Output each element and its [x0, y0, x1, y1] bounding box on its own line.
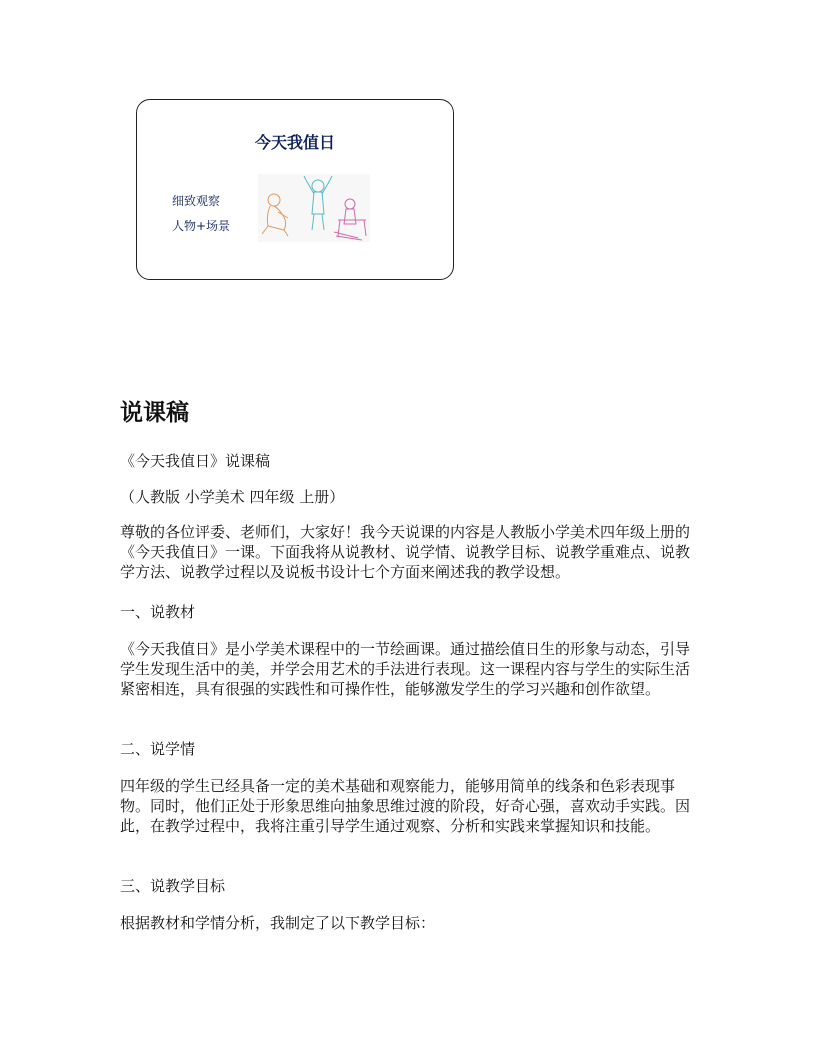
textbook-paragraph: 《今天我值日》是小学美术课程中的一节绘画课。通过描绘值日生的形象与动态，引导学生发现生活中的美，并学会用艺术的手法进行表现。这一课程内容与学生的实际生活紧密相连，具有很强的实践性和可操作性，能够激发学生的学习兴趣和创作欲望。 [120, 640, 691, 698]
section-heading-textbook: 一、说教材 [120, 603, 196, 621]
objectives-paragraph: 根据教材和学情分析，我制定了以下教学目标： [120, 914, 436, 932]
slide-title: 今天我值日 [254, 133, 335, 152]
slide-text-people-scene: 人物+场景 [172, 219, 231, 233]
slide-thumbnail [136, 99, 454, 280]
edition-paragraph: （人教版 小学美术 四年级 上册） [120, 488, 345, 506]
section-heading-objectives: 三、说教学目标 [120, 877, 226, 895]
lesson-title-paragraph: 《今天我值日》说课稿 [120, 452, 271, 470]
intro-paragraph: 尊敬的各位评委、老师们，大家好！我今天说课的内容是人教版小学美术四年级上册的《今天我值日》一课。下面我将从说教材、说学情、说教学目标、说教学重难点、说教学方法、说教学过程以及说板书设计七个方面来阐述我的教学设想。 [120, 523, 691, 581]
document-heading: 说课稿 [120, 400, 189, 426]
section-heading-students: 二、说学情 [120, 740, 196, 758]
slide-text-observe: 细致观察 [172, 194, 221, 208]
students-paragraph: 四年级的学生已经具备一定的美术基础和观察能力，能够用简单的线条和色彩表现事物。同时，他们正处于形象思维向抽象思维过渡的阶段，好奇心强，喜欢动手实践。因此，在教学过程中，我将注重引导学生通过观察、分析和实践来掌握知识和技能。 [120, 777, 691, 835]
children-sketch-image [258, 174, 370, 242]
